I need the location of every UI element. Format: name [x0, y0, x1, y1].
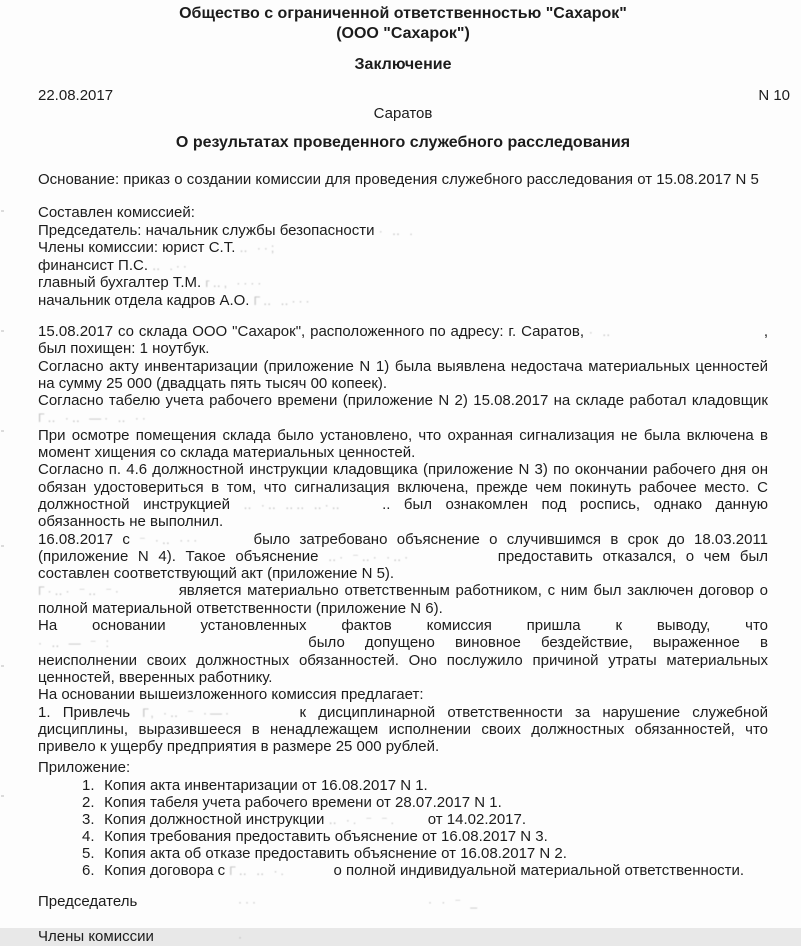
signature-mark: ···: [238, 894, 259, 909]
commission-member-text: финансист П.С.: [38, 256, 148, 274]
document-body: [38, 323, 768, 755]
item-number: 3.: [82, 810, 95, 828]
body-paragraph: [38, 392, 768, 427]
appendix-item: [38, 845, 768, 862]
paragraph-text: , был похищен: 1 ноутбук.: [38, 323, 768, 358]
body-paragraph: [38, 686, 768, 703]
redacted-text: ‥ ··;: [239, 241, 278, 255]
paragraph-text: 1. Привлечь: [38, 703, 131, 721]
doc-title: Заключение: [354, 56, 452, 73]
body-paragraph: [38, 704, 768, 756]
item-number: 6.: [82, 861, 95, 879]
paragraph-text: было затребовано объяснение о случившимся в срок до 18.03.2011 (приложение N 4). Такое объяснение: [38, 530, 769, 565]
commission-member-text: начальник отдела кадров А.О.: [38, 291, 250, 309]
redacted-text: ‥ ·‥ ‥‥ ‥·‥: [243, 497, 343, 512]
redacted-text: ‥ .··: [152, 258, 190, 273]
item-text: Копия договора с: [104, 861, 226, 879]
redacted-text: г‥, ····: [205, 276, 265, 290]
body-paragraph: [38, 461, 768, 530]
redacted-text: Г·‥· ⁻‥ ⁻·: [38, 584, 122, 599]
paragraph-text: Согласно акту инвентаризации (приложение N 1) была выявлена недостача материальных ценностей на сумму 25 000 (двадцать пять тысяч 00 копеек).: [38, 357, 768, 392]
paragraph-text: Согласно табелю учета рабочего времени (приложение N 2) 15.08.2017 на складе работал кладовщик: [38, 392, 768, 410]
body-paragraph: [38, 617, 768, 686]
commission-member: [38, 274, 768, 292]
appendix-title: Приложение:: [38, 759, 131, 777]
commission-member-text: главный бухгалтер Т.М.: [38, 274, 202, 291]
redacted-text: Г‥ ‥ ·.: [229, 863, 287, 878]
item-text: Копия табеля учета рабочего времени от 28.07.2017 N 1.: [104, 793, 502, 811]
paragraph-text: 16.08.2017 с: [38, 530, 130, 548]
body-paragraph: [38, 323, 768, 358]
paragraph-text: 15.08.2017 со склада ООО "Сахарок", расположенного по адресу: г. Саратов,: [38, 323, 584, 340]
commission-member: [38, 239, 768, 257]
basis-paragraph: Основание: приказ о создании комиссии для проведения служебного расследования от 15.08.2017 N 5: [38, 171, 759, 188]
appendix-item: [38, 777, 768, 794]
signature-members-label: Члены комиссии: [38, 927, 154, 945]
redacted-text: Г‥ ‥···: [253, 293, 313, 308]
commission-intro: Составлен комиссией:: [38, 204, 195, 221]
item-text: Копия должностной инструкции: [104, 810, 325, 828]
item-text: Копия акта инвентаризации от 16.08.2017 N 1.: [104, 776, 428, 794]
item-number: 1.: [82, 776, 95, 794]
redacted-text: · ‥ .: [378, 223, 416, 238]
paragraph-text: предоставить отказался, о чем был составлен соответствующий акт (приложение N 5).: [38, 547, 768, 583]
redacted-text: · ‥ — ⁻ :: [38, 636, 113, 651]
commission-chair: [38, 222, 768, 240]
redacted-text: Г, ·‥ ⁻ ·—·: [142, 705, 232, 720]
org-name-line1: Общество с ограниченной ответственностью "Сахарок": [179, 5, 627, 22]
date-number-row: [38, 87, 790, 105]
paragraph-text: к дисциплинарной ответственности за нарушение служебной дисциплины, выразившееся в ненадлежащем исполнении своих должностных обязанностей, что привело к ущербу предприятия в размере 25 000 рублей.: [38, 703, 768, 756]
paragraph-text: На основании установленных фактов комиссия пришла к выводу, что: [38, 617, 768, 635]
commission-block: [38, 204, 768, 309]
appendix-item: [38, 794, 768, 811]
item-text: Копия акта об отказе предоставить объяснение от 16.08.2017 N 2.: [104, 844, 567, 862]
signature-mark: · · ⁻ _: [428, 894, 481, 909]
signature-chairman-label: Председатель: [38, 892, 138, 910]
item-number: 4.: [82, 827, 95, 845]
doc-date: 22.08.2017: [38, 87, 114, 104]
paragraph-text: При осмотре помещения склада было установлено, что охранная сигнализация не была включена в момент хищения со склада материальных ценностей.: [38, 426, 768, 462]
redacted-text: ⁻ ·‥ ···: [139, 532, 201, 547]
paragraph-text: Согласно п. 4.6 должностной инструкции кладовщика (приложение N 3) по окончании рабочего дня он обязан удостовериться в том, что сигнализация включена, прежде чем покинуть рабочее место. С должностной инструкцией: [38, 461, 768, 513]
appendix-item: [38, 862, 768, 879]
item-number: 2.: [82, 793, 95, 811]
doc-number: N 10: [758, 87, 790, 104]
item-text: Копия требования предоставить объяснение от 16.08.2017 N 3.: [104, 827, 548, 845]
paragraph-text: .. был ознакомлен под роспись, однако данную обязанность не выполнил.: [38, 495, 768, 531]
redacted-text: ‥· ⁻‥· ·‥·: [328, 549, 412, 564]
item-text: о полной индивидуальной материальной ответственности.: [333, 861, 745, 879]
doc-subject: О результатах проведенного служебного расследования: [175, 134, 631, 151]
body-paragraph: [38, 582, 768, 617]
signature-mark: ·: [238, 929, 245, 944]
body-paragraph: [38, 427, 768, 462]
body-paragraph: [38, 531, 768, 583]
redacted-text: · ‥: [588, 325, 614, 339]
appendix-item: [38, 828, 768, 845]
item-number: 5.: [82, 844, 95, 862]
commission-chair-text: Председатель: начальник службы безопасности: [38, 221, 375, 239]
appendix-item: [38, 811, 768, 828]
commission-member: [38, 292, 768, 310]
doc-city: Саратов: [373, 105, 433, 122]
redacted-text: Г‥ ·‥ —· ‥ ··: [38, 411, 149, 426]
item-text: от 14.02.2017.: [427, 810, 527, 828]
body-paragraph: [38, 358, 768, 393]
paragraph-text: было допущено виновное бездействие, выраженное в неисполнении своих должностных обязанностей. Оно послужило причиной утраты материальных ценностей, вверенных работнику.: [38, 634, 768, 686]
org-name-line2: (ООО "Сахарок"): [336, 25, 470, 42]
appendix-block: [38, 759, 768, 879]
org-name: [38, 4, 768, 44]
signature-chairman-row: [38, 893, 768, 910]
paragraph-text: На основании вышеизложенного комиссия предлагает:: [38, 686, 424, 704]
commission-member-text: Члены комиссии: юрист С.Т.: [38, 239, 236, 256]
paragraph-text: является материально ответственным работником, с ним был заключен договор о полной материальной ответственности (приложение N 6).: [38, 582, 769, 617]
commission-member: [38, 257, 768, 275]
signature-members-row: [38, 928, 768, 945]
scan-artifacts: [1, 0, 5, 928]
redacted-text: ‥ ·. ⁻ ⁻.: [328, 812, 397, 827]
